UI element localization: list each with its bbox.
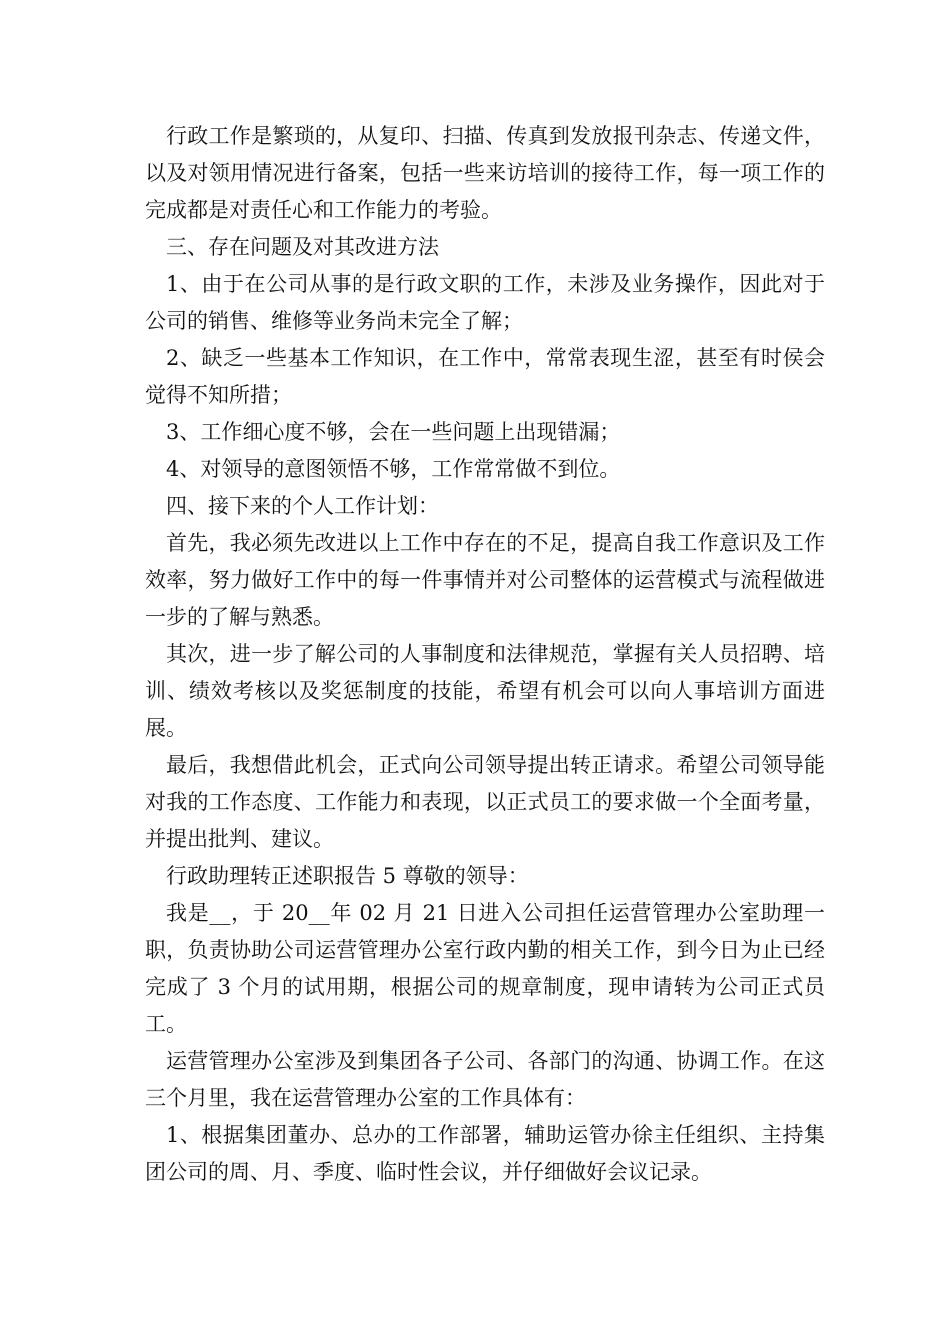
document-page	[145, 118, 825, 1191]
section-heading: 三、存在问题及对其改进方法	[166, 235, 439, 259]
paragraph: 行政工作是繁琐的，从复印、扫描、传真到发放报刊杂志、传递文件，以及对领用情况进行备案，包括一些来访培训的接待工作，每一项工作的完成都是对责任心和工作能力的考验。	[145, 124, 825, 222]
list-item: 2、缺乏一些基本工作知识，在工作中，常常表现生涩，甚至有时侯会觉得不知所措；	[145, 346, 825, 407]
list-item: 3、工作细心度不够，会在一些问题上出现错漏；	[166, 420, 621, 444]
section-heading: 四、接下来的个人工作计划：	[166, 494, 439, 518]
list-item: 1、由于在公司从事的是行政文职的工作，未涉及业务操作，因此对于公司的销售、维修等业务尚未完全了解；	[145, 272, 825, 333]
paragraph: 最后，我想借此机会，正式向公司领导提出转正请求。希望公司领导能对我的工作态度、工作能力和表现，以正式员工的要求做一个全面考量，并提出批判、建议。	[145, 753, 825, 851]
paragraph: 其次，进一步了解公司的人事制度和法律规范，掌握有关人员招聘、培训、绩效考核以及奖惩制度的技能，希望有机会可以向人事培训方面进展。	[145, 642, 825, 740]
paragraph: 首先，我必须先改进以上工作中存在的不足，提高自我工作意识及工作效率，努力做好工作中的每一件事情并对公司整体的运营模式与流程做进一步的了解与熟悉。	[145, 531, 825, 629]
list-item: 1、根据集团董办、总办的工作部署，辅助运管办徐主任组织、主持集团公司的周、月、季度、临时性会议，并仔细做好会议记录。	[145, 1123, 825, 1184]
paragraph: 运营管理办公室涉及到集团各子公司、各部门的沟通、协调工作。在这三个月里，我在运营管理办公室的工作具体有：	[145, 1049, 825, 1110]
paragraph: 我是__，于 20__年 02 月 21 日进入公司担任运营管理办公室助理一职，负责协助公司运营管理办公室行政内勤的相关工作，到今日为止已经完成了 3 个月的试用期，根据公司的规章制度，现申请转为公司正式员工。	[145, 901, 825, 1036]
report-title: 行政助理转正述职报告 5 尊敬的领导：	[166, 864, 529, 888]
list-item: 4、对领导的意图领悟不够，工作常常做不到位。	[166, 457, 621, 481]
